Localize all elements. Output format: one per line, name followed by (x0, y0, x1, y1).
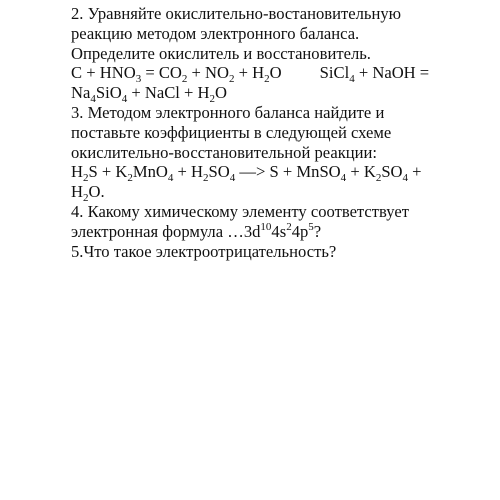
equation-silicon-chloride-rhs: $Na_4SiO_4$ + NaCl + $H_2O$ (71, 83, 227, 106)
equation-carbon-nitric-acid: $C + HNO_3 = CO_2 + NO_2 + H_2O$ (71, 63, 282, 86)
task4-line1: 4. Какому химическому элементу соответствует (71, 201, 409, 221)
task2-line1: 2. Уравняйте окислительно-востановительную (71, 4, 402, 23)
task-document (71, 4, 496, 261)
equation-redox-scheme: $H_2S + K_2MnO_4 + H_2SO_4$ —> S + MnSO$_4$ + $K_2SO_4$ + (71, 162, 422, 185)
task2-equations-line1 (71, 63, 496, 86)
task3-line2: поставьте коэффициенты в следующей схеме (71, 122, 392, 142)
task2-line3: Определите окислитель и восстановитель. (71, 43, 371, 63)
task3-line3: окислительно-восстановительной реакции: (71, 142, 378, 162)
task3-line1: 3. Методом электронного баланса найдите и (71, 102, 385, 122)
equation-silicon-chloride-lhs: SiCl$_4$ + NaOH = (319, 63, 430, 86)
task5-line1: 5.Что такое электроотрицательность? (71, 241, 337, 261)
task2-line2: реакцию методом электронного баланса. (71, 23, 360, 43)
task4-electron-formula: электронная формула $\dots 3d^{10}4s^24p^5$? (71, 220, 322, 241)
equation-redox-scheme-end: $H_2O$. (71, 182, 105, 205)
